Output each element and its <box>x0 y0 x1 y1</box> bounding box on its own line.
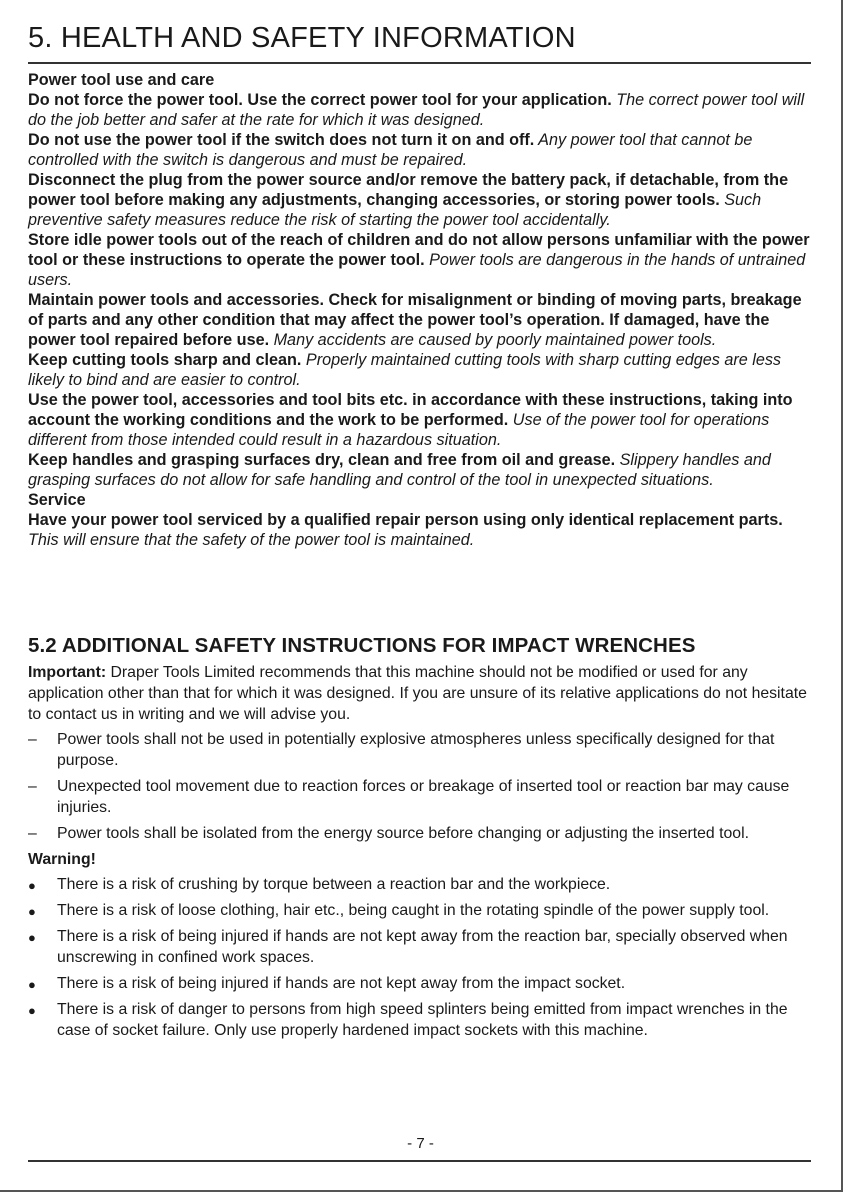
power-tool-use-section <box>28 70 811 550</box>
section-title-impact-wrenches: 5.2 ADDITIONAL SAFETY INSTRUCTIONS FOR IMPACT WRENCHES <box>28 634 696 657</box>
list-item: ● There is a risk of crushing by torque between a reaction bar and the workpiece. <box>28 876 611 893</box>
list-item: – Power tools shall not be used in potentially explosive atmospheres unless specifically designed for that purpose. <box>28 731 775 769</box>
bottom-divider <box>28 1160 811 1162</box>
paragraph: Store idle power tools out of the reach of children and do not allow persons unfamiliar with the power tool or these instructions to operate the power tool. Power tools are dangerous in the hands of untrained users. <box>28 231 810 289</box>
dash-list <box>28 729 811 844</box>
list-item: ● There is a risk of danger to persons from high speed splinters being emitted from impact wrenches in the case of socket failure. Only use properly hardened impact sockets with this machine. <box>28 1001 788 1039</box>
paragraph: Do not force the power tool. Use the correct power tool for your application. The correct power tool will do the job better and safer at the rate for which it was designed. <box>28 91 805 129</box>
top-divider <box>28 62 811 64</box>
list-item: – Unexpected tool movement due to reaction forces or breakage of inserted tool or reaction bar may cause injuries. <box>28 778 790 816</box>
paragraph: Have your power tool serviced by a qualified repair person using only identical replacement parts. This will ensure that the safety of the power tool is maintained. <box>28 511 783 549</box>
page-number: - 7 - <box>407 1135 434 1152</box>
paragraph: Use the power tool, accessories and tool bits etc. in accordance with these instructions, taking into account the working conditions and the work to be performed. Use of the power tool for operations different from those intended could result in a hazardous situation. <box>28 391 793 449</box>
warning-heading: Warning! <box>28 851 96 868</box>
page-title: 5. HEALTH AND SAFETY INFORMATION <box>28 22 576 54</box>
paragraph: Keep handles and grasping surfaces dry, clean and free from oil and grease. Slippery handles and grasping surfaces do not allow for safe handling and control of the tool in unexpected situations. <box>28 451 771 489</box>
paragraph: Maintain power tools and accessories. Check for misalignment or binding of moving parts, breakage of parts and any other condition that may affect the power tool’s operation. If damaged, have the power tool repaired before use. Many accidents are caused by poorly maintained power tools. <box>28 291 802 349</box>
impact-wrench-section <box>28 662 811 1046</box>
list-item: ● There is a risk of loose clothing, hair etc., being caught in the rotating spindle of the power supply tool. <box>28 902 770 919</box>
paragraph: Keep cutting tools sharp and clean. Properly maintained cutting tools with sharp cutting edges are less likely to bind and are easier to control. <box>28 351 782 389</box>
important-note: Important: Draper Tools Limited recommends that this machine should not be modified or used for any application other than that for which it was designed. If you are unsure of its relative applications do not hesitate to contact us in writing and we will advise you. <box>28 664 807 723</box>
list-item: – Power tools shall be isolated from the energy source before changing or adjusting the inserted tool. <box>28 825 749 842</box>
list-item: ● There is a risk of being injured if hands are not kept away from the reaction bar, specially observed when unscrewing in confined work spaces. <box>28 928 788 966</box>
bullet-list <box>28 874 811 1041</box>
paragraph: Do not use the power tool if the switch does not turn it on and off. Any power tool that cannot be controlled with the switch is dangerous and must be repaired. <box>28 131 753 169</box>
list-item: ● There is a risk of being injured if hands are not kept away from the impact socket. <box>28 975 626 992</box>
paragraph: Disconnect the plug from the power source and/or remove the battery pack, if detachable, from the power tool before making any adjustments, changing accessories, or storing power tools. Such preventive safety measures reduce the risk of starting the power tool accidentally. <box>28 171 789 229</box>
section-heading: Power tool use and care <box>28 71 215 89</box>
service-heading: Service <box>28 491 86 509</box>
